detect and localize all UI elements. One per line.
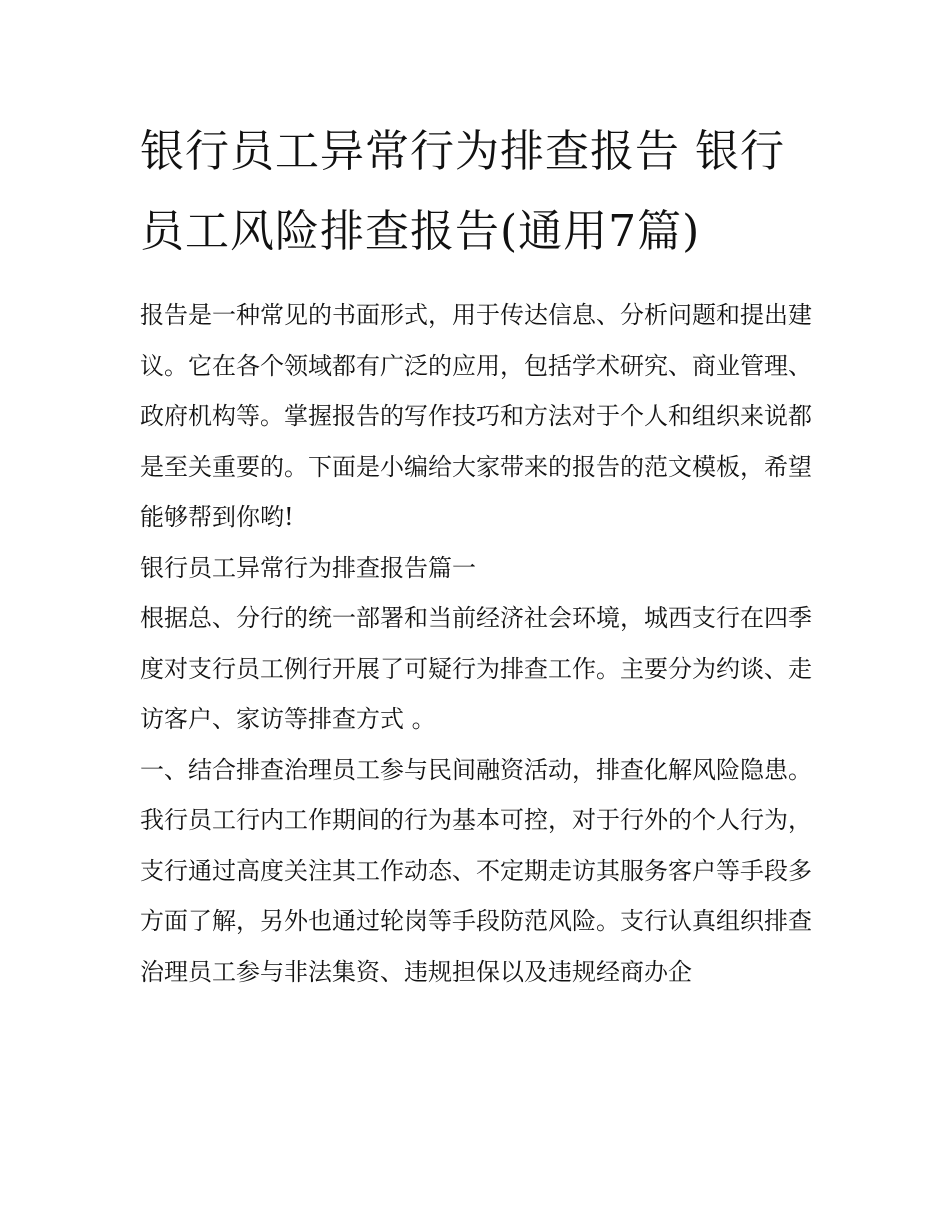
intro-paragraph: 报告是一种常见的书面形式，用于传达信息、分析问题和提出建议。它在各个领域都有广泛的应用，包括学术研究、商业管理、政府机构等。掌握报告的写作技巧和方法对于个人和组织来说都是至关重要的。下面是小编给大家带来的报告的范文模板，希望能够帮到你哟!	[140, 301, 812, 531]
body-paragraph: 根据总、分行的统一部署和当前经济社会环境，城西支行在四季度对支行员工例行开展了可疑行为排查工作。主要分为约谈、走访客户、家访等排查方式 。	[140, 604, 812, 733]
subsection-heading: 一、结合排查治理员工参与民间融资活动，排查化解风险隐患。	[140, 755, 812, 784]
body-paragraph: 我行员工行内工作期间的行为基本可控，对于行外的个人行为，支行通过高度关注其工作动态、不定期走访其服务客户等手段多方面了解，另外也通过轮岗等手段防范风险。支行认真组织排查治理员工参与非法集资、违规担保以及违规经商办企	[140, 806, 812, 986]
document-content	[140, 112, 814, 997]
section-heading: 银行员工异常行为排查报告篇一	[140, 553, 476, 582]
document-title: 银行员工异常行为排查报告 银行员工风险排查报告(通用7篇)	[140, 126, 785, 257]
